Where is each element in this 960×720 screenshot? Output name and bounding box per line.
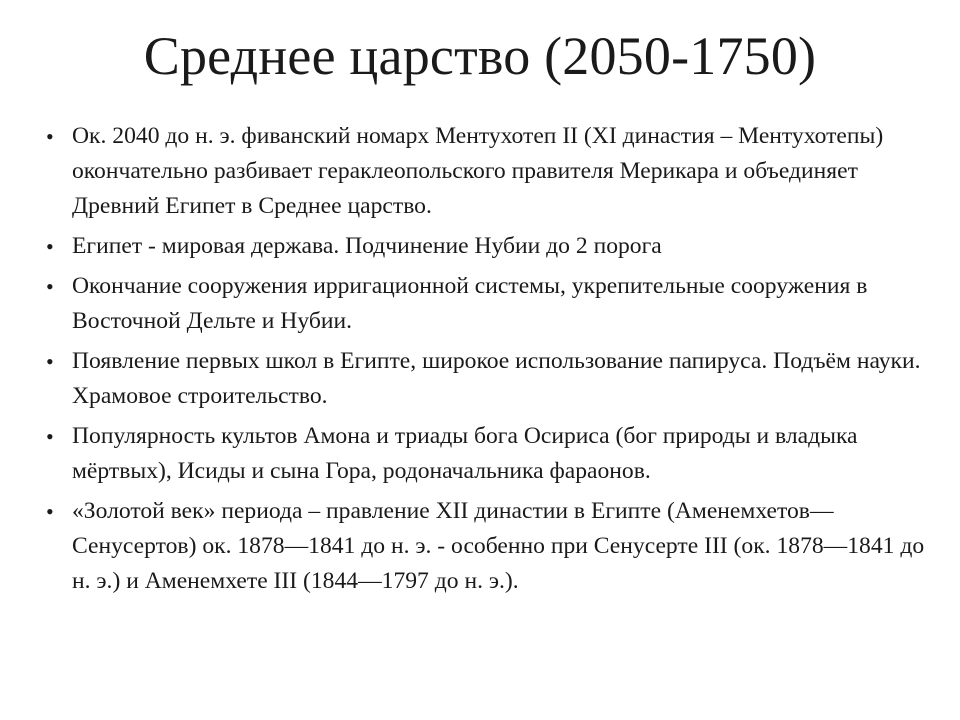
bullet-marker: • [46, 124, 54, 149]
bullet-marker: • [46, 349, 54, 374]
bullet-item [46, 269, 926, 339]
bullet-text: Окончание сооружения ирригационной системы, укрепительные сооружения в Восточной Дельте и Нубии. [72, 273, 868, 334]
bullet-text: Ок. 2040 до н. э. фиванский номарх Ментухотеп II (XI династия – Ментухотепы) окончательно разбивает гераклеопольского правителя Мерикара и объединяет Древний Египет в Среднее царство. [72, 123, 884, 219]
slide-title: Среднее царство (2050-1750) [143, 26, 817, 86]
bullet-marker: • [46, 424, 54, 449]
bullet-item [46, 344, 926, 414]
bullet-marker: • [46, 234, 54, 259]
bullet-item [46, 494, 926, 599]
bullet-item [46, 419, 926, 489]
bullet-text: Появление первых школ в Египте, широкое использование папируса. Подъём науки. Храмовое строительство. [72, 348, 921, 409]
bullet-item [46, 119, 926, 224]
bullet-item [46, 229, 926, 264]
bullet-text: Египет - мировая держава. Подчинение Нубии до 2 порога [72, 233, 662, 259]
bullet-text: «Золотой век» периода – правление XII династии в Египте (Аменемхетов—Сенусертов) ок. 1878—1841 до н. э. - особенно при Сенусерте III (ок. 1878—1841 до н. э.) и Аменемхете III (1844—1797 до н. э.). [72, 498, 925, 594]
bullet-list [46, 119, 926, 604]
bullet-text: Популярность культов Амона и триады бога Осириса (бог природы и владыка мёртвых), Исиды и сына Гора, родоначальника фараонов. [72, 423, 858, 484]
bullet-marker: • [46, 499, 54, 524]
bullet-marker: • [46, 274, 54, 299]
